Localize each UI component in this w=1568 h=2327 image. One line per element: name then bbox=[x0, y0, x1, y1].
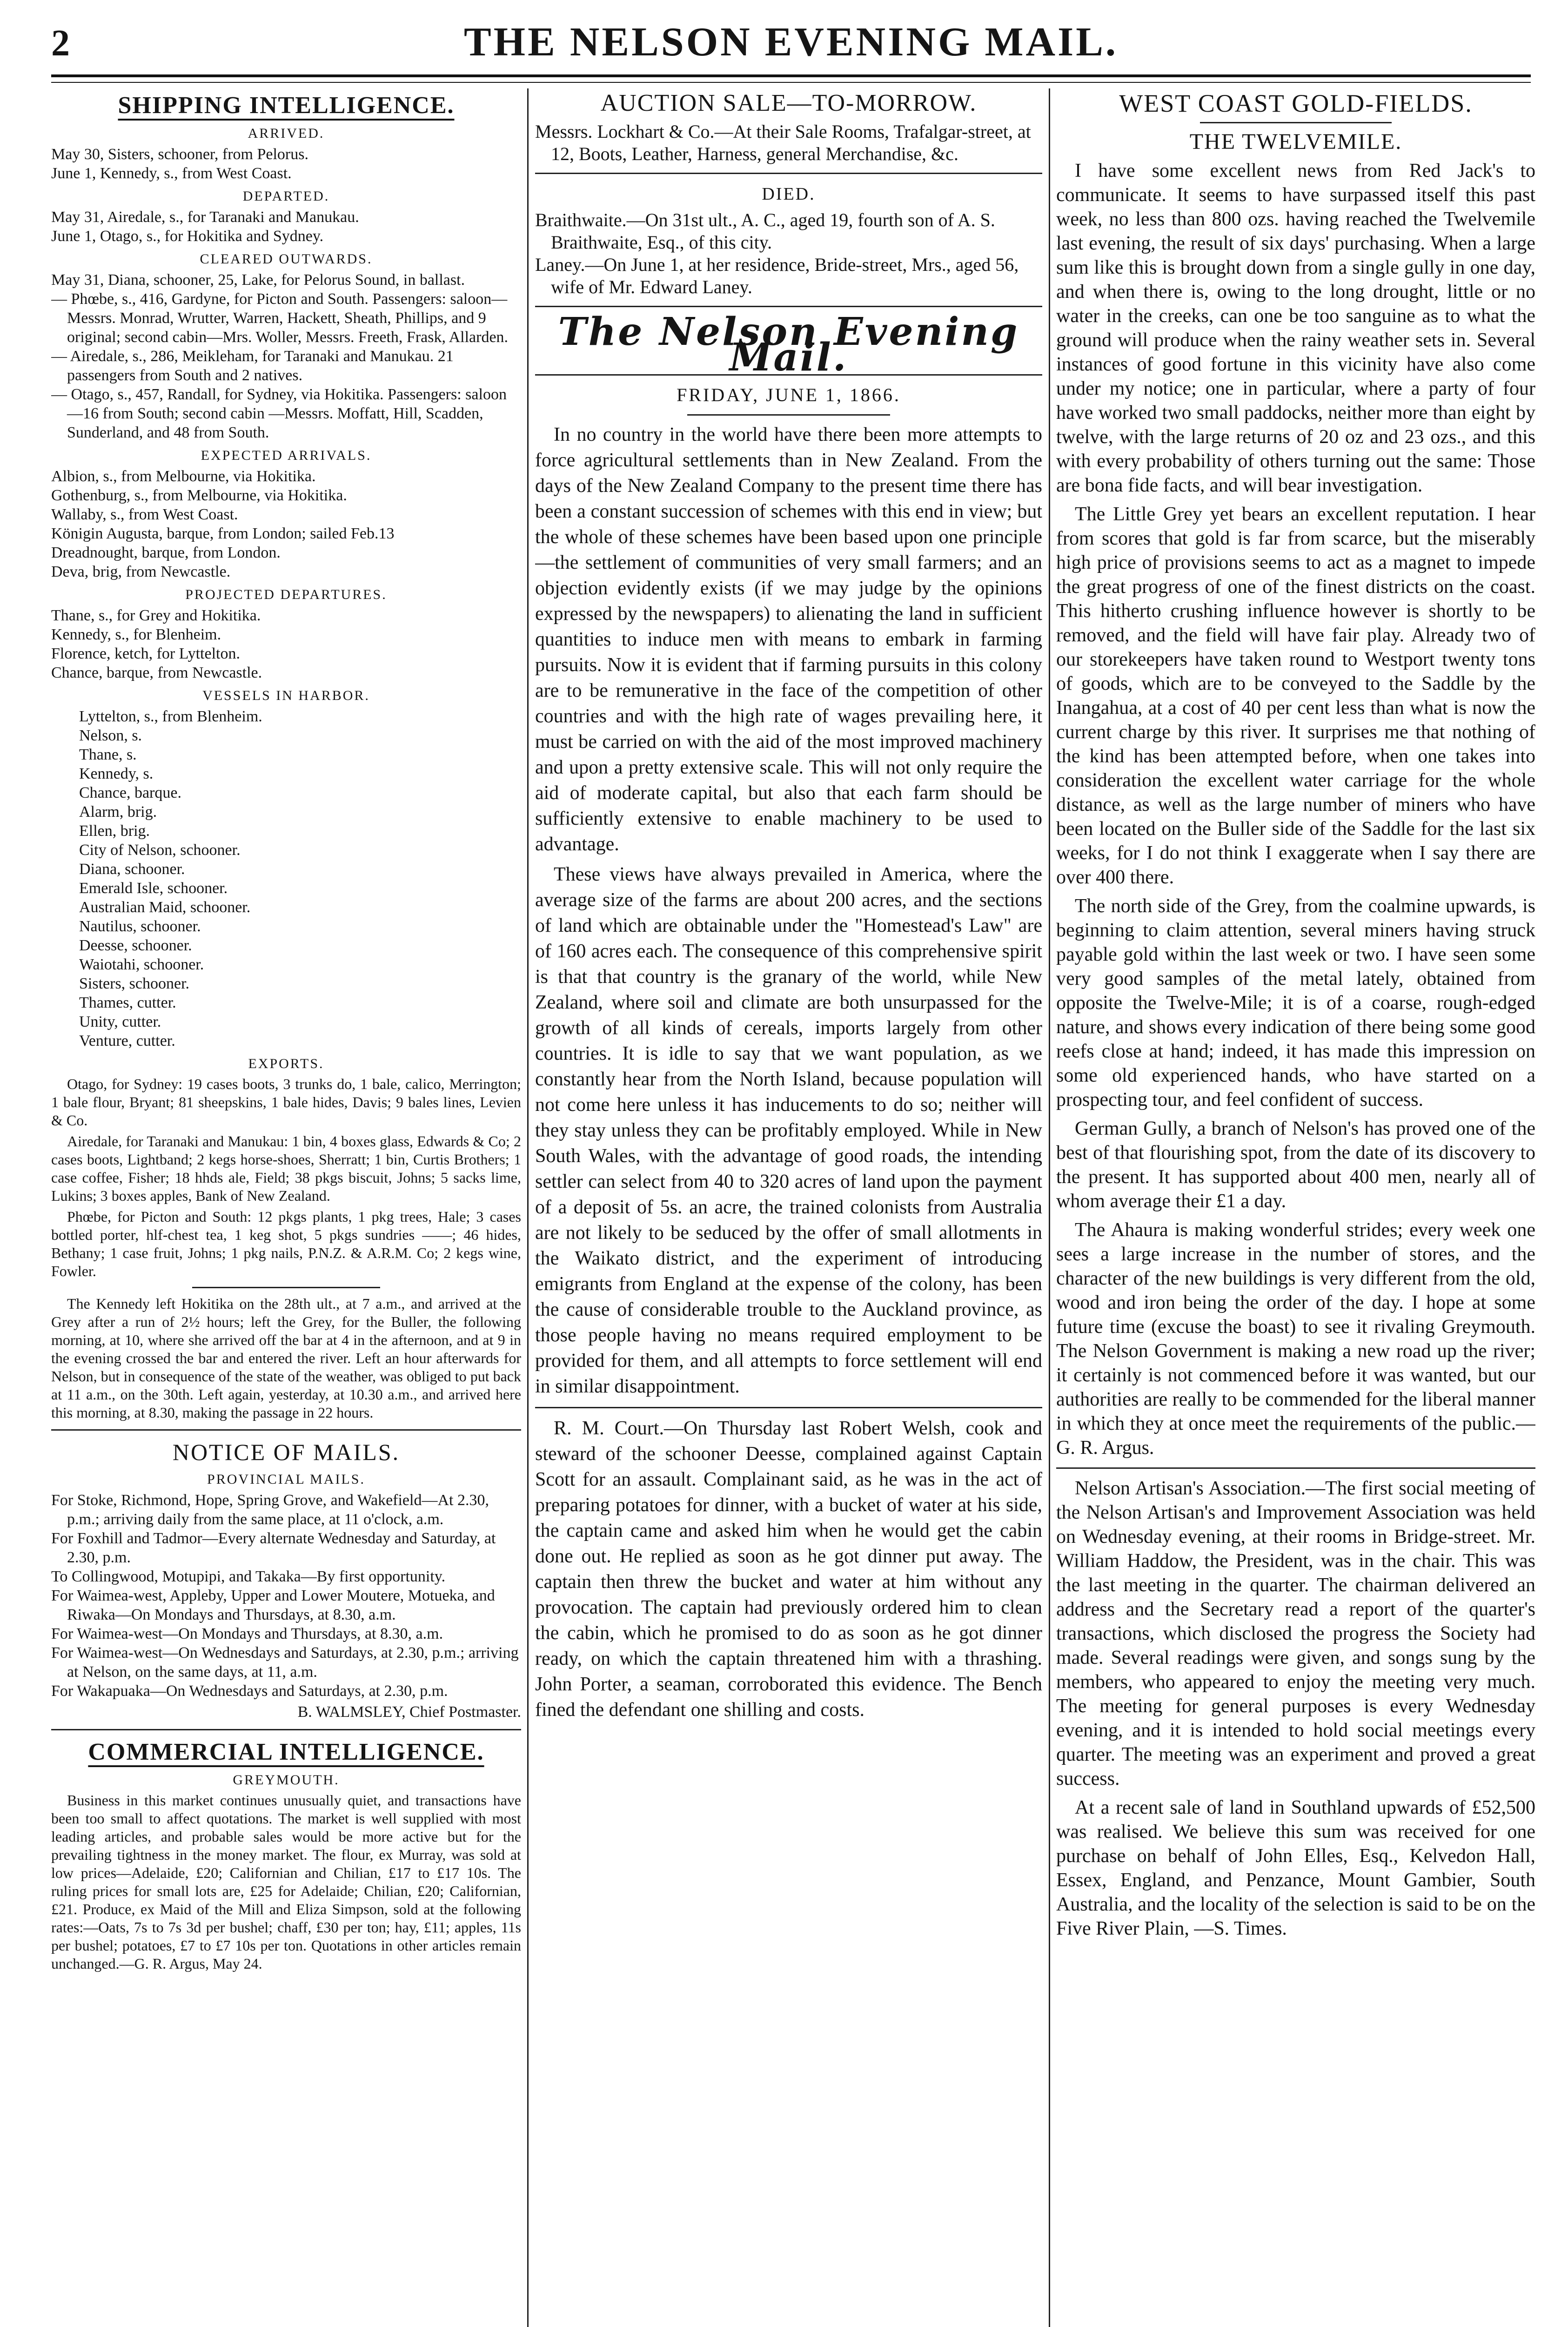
postmaster-signature: B. WALMSLEY, Chief Postmaster. bbox=[297, 1703, 521, 1721]
death-notice: Braithwaite.—On 31st ult., A. C., aged 19, fourth son of A. S. Braithwaite, Esq., of this city. bbox=[535, 209, 995, 253]
exports-item: Airedale, for Taranaki and Manukau: 1 bin, 4 boxes glass, Edwards & Co; 2 cases boots, Lightband; 2 kegs horse-shoes, Sherratt; 1 bin, Curtis Brothers; 1 case coffee, Fisher; 18 hhds ale, Field; 38 pkgs biscuit, Johns; 5 sacks lime, Lukins; 3 boxes apples, Bank of New Zealand. bbox=[51, 1133, 521, 1204]
divider bbox=[51, 1729, 521, 1730]
artisans-report: Nelson Artisan's Association.—The first social meeting of the Nelson Artisan's and Improvement Association was held on Wednesday evening, at their rooms in Bridge-street. Mr. William Haddow, the President, was in the chair. This was the last meeting in the quarter. The chairman delivered an address and the Secretary read a report of the quarter's transactions, which disclosed the progress the Society had made. Several readings were given, and songs sung by the members, who appeared to enjoy the meeting very much. The meeting for general purposes is every Wednesday evening, and it is intended to hold social meetings every quarter. The meeting was an experiment and proved a great success. bbox=[1056, 1478, 1535, 1789]
commercial-text: Business in this market continues unusually quiet, and transactions have been too small to affect quotations. The market is well supplied with most leading articles, and probable sales would be more active but for the prevailing tightness in the money market. The flour, ex Murray, was sold at low prices—Adelaide, £20; Californian and Chilian, £17 to £17 10s. The ruling prices for small lots are, £25 for Adelaide; Chilian, £20; Californian, £21. Produce, ex Maid of the Mill and Eliza Simpson, sold at the following rates:—Oats, 7s to 7s 3d per bushel; chaff, £30 per ton; hay, £11; apples, 11s per bushel; potatoes, £7 to £7 10s per ton. Quotations in other articles remain unchanged.—G. R. Argus, May 24. bbox=[51, 1792, 521, 1972]
cleared-item: — Airedale, s., 286, Meikleham, for Taranaki and Manukau. 21 passengers from South and 2 natives. bbox=[51, 348, 454, 384]
harbor-item: Nelson, s. bbox=[79, 727, 142, 744]
expected-item: Dreadnought, barque, from London. bbox=[51, 544, 281, 561]
projected-item: Thane, s., for Grey and Hokitika. bbox=[51, 607, 261, 624]
goldfields-subheading: THE TWELVEMILE. bbox=[1189, 129, 1402, 154]
harbor-item: Thane, s. bbox=[79, 746, 137, 763]
masthead-rule bbox=[51, 74, 1531, 83]
divider bbox=[687, 414, 890, 416]
harbor-item: Sisters, schooner. bbox=[79, 975, 190, 992]
harbor-item: Venture, cutter. bbox=[79, 1032, 175, 1049]
goldfields-paragraph: The north side of the Grey, from the coalmine upwards, is beginning to claim attention, several miners having struck payable gold within the last week or two. I have seen some very good samples of the metal lately, obtained from opposite the Twelve-Mile; it is of a coarse, rough-edged nature, and shows every indication of there being some good reefs close at hand; indeed, it has made this impression on some old experienced hands, who have started on a prospecting tour, and feel confident of success. bbox=[1056, 895, 1535, 1110]
projected-item: Kennedy, s., for Blenheim. bbox=[51, 626, 221, 643]
harbor-item: Unity, cutter. bbox=[79, 1013, 161, 1030]
expected-item: Gothenburg, s., from Melbourne, via Hokitika. bbox=[51, 487, 347, 504]
column-2 bbox=[535, 88, 1042, 2327]
mail-entry: For Foxhill and Tadmor—Every alternate Wednesday and Saturday, at 2.30, p.m. bbox=[51, 1530, 496, 1566]
editorial-masthead: The Nelson Evening Mail. bbox=[558, 309, 1019, 380]
expected-item: Wallaby, s., from West Coast. bbox=[51, 506, 238, 523]
court-report: R. M. Court.—On Thursday last Robert Welsh, cook and steward of the schooner Deesse, complained against Captain Scott for an assault. Complainant said, as he was in the act of preparing potatoes for dinner, with a bucket of water at his side, the captain came and asked him when he would get the cabin done out. He replied as soon as he got dinner put away. The captain then threw the bucket and water at him without any provocation. The captain had previously ordered him to clean the cabin, which he promised to do as soon as he got dinner ready, on which the captain threatened him with a thrashing. John Porter, a seaman, corroborated this evidence. The Bench fined the defendant one shilling and costs. bbox=[535, 1418, 1042, 1721]
divider bbox=[535, 173, 1042, 174]
exports-item: Otago, for Sydney: 19 cases boots, 3 trunks do, 1 bale, calico, Merrington; 1 bale flour, Bryant; 81 sheepskins, 1 bale hides, Davis; 9 bales lines, Levien & Co. bbox=[51, 1076, 521, 1129]
harbor-item: Alarm, brig. bbox=[79, 803, 157, 821]
cleared-item: May 31, Diana, schooner, 25, Lake, for Pelorus Sound, in ballast. bbox=[51, 271, 465, 289]
goldfields-title: WEST COAST GOLD-FIELDS. bbox=[1119, 89, 1473, 117]
expected-item: Deva, brig, from Newcastle. bbox=[51, 563, 231, 580]
page-number: 2 bbox=[51, 23, 70, 64]
arrived-item: June 1, Kennedy, s., from West Coast. bbox=[51, 165, 292, 182]
harbor-item: Waiotahi, schooner. bbox=[79, 956, 204, 973]
harbor-item: Ellen, brig. bbox=[79, 822, 150, 840]
divider bbox=[1200, 122, 1392, 123]
arrived-item: May 30, Sisters, schooner, from Pelorus. bbox=[51, 146, 308, 163]
kennedy-note: The Kennedy left Hokitika on the 28th ult., at 7 a.m., and arrived at the Grey after a run of 2½ hours; left the Grey, for the Buller, the following morning, at 10, where she arrived off the bar at 4 in the afternoon, and at 9 in the evening crossed the bar and entered the river. Left an hour afterwards for Nelson, but in consequence of the state of the weather, was obliged to put back at 11 a.m., on the 30th. Left again, yesterday, at 10.30 a.m., and arrived here this morning, at 8.30, making the passage in 22 hours. bbox=[51, 1295, 521, 1421]
harbor-item: Australian Maid, schooner. bbox=[79, 899, 251, 916]
commercial-subheading: GREYMOUTH. bbox=[233, 1772, 340, 1788]
column-3 bbox=[1056, 88, 1535, 2327]
auction-title: AUCTION SALE—TO-MORROW. bbox=[600, 90, 977, 116]
death-notice: Laney.—On June 1, at her residence, Bride-street, Mrs., aged 56, wife of Mr. Edward Laney. bbox=[535, 254, 1019, 297]
harbor-item: Emerald Isle, schooner. bbox=[79, 880, 228, 897]
mails-title: NOTICE OF MAILS. bbox=[172, 1439, 400, 1465]
harbor-item: Nautilus, schooner. bbox=[79, 918, 201, 935]
cleared-item: — Phœbe, s., 416, Gardyne, for Picton and South. Passengers: saloon—Messrs. Monrad, Wrutter, Warren, Hackett, Sheath, Phillips, and 9 original; second cabin—Mrs. Woller, Messrs. Freeth, Frask, Allarden. bbox=[51, 290, 509, 346]
harbor-item: City of Nelson, schooner. bbox=[79, 841, 241, 859]
mail-entry: For Waimea-west—On Wednesdays and Saturdays, at 2.30, p.m.; arriving at Nelson, on the same days, at 11, a.m. bbox=[51, 1644, 519, 1681]
mail-entry: To Collingwood, Motupipi, and Takaka—By first opportunity. bbox=[51, 1568, 446, 1585]
arrived-heading: ARRIVED. bbox=[248, 126, 325, 141]
exports-heading: EXPORTS. bbox=[248, 1056, 324, 1071]
mail-entry: For Waimea-west—On Mondays and Thursdays, at 8.30, a.m. bbox=[51, 1625, 443, 1642]
mail-entry: For Stoke, Richmond, Hope, Spring Grove, and Wakefield—At 2.30, p.m.; arriving daily from the same place, at 11 o'clock, a.m. bbox=[51, 1492, 489, 1528]
goldfields-paragraph: German Gully, a branch of Nelson's has proved one of the best of that flourishing spot, from the date of its discovery to the present. It has supported about 400 men, nearly all of whom average their £1 a day. bbox=[1056, 1118, 1535, 1212]
newspaper-title: THE NELSON EVENING MAIL. bbox=[463, 20, 1118, 65]
expected-item: Königin Augusta, barque, from London; sailed Feb.13 bbox=[51, 525, 395, 542]
expected-item: Albion, s., from Melbourne, via Hokitika. bbox=[51, 468, 316, 485]
harbor-heading: VESSELS IN HARBOR. bbox=[202, 688, 370, 703]
projected-item: Chance, barque, from Newcastle. bbox=[51, 664, 262, 681]
died-heading: DIED. bbox=[762, 184, 816, 204]
shipping-title: SHIPPING INTELLIGENCE. bbox=[118, 92, 455, 119]
goldfields-paragraph: I have some excellent news from Red Jack's to communicate. It seems to have surpassed itself this past week, no less than 800 ozs. having reached the Twelvemile last evening, the result of six days' purchasing. When a large sum like this is brought down from a single gully in one day, and when there is, owing to the long drought, little or no water in the creeks, can one be too sanguine as to what the ground will produce when the rainy weather sets in. Several instances of good fortune in this vicinity have also come under my notice; one in particular, where a party of four have worked two small paddocks, neither more than eight by twelve, with the large returns of 20 oz and 23 ozs., and this with every probability of others turning out the same: Those are bona fide facts, and will bear investigation. bbox=[1056, 160, 1535, 496]
goldfields-paragraph: The Little Grey yet bears an excellent reputation. I hear from scores that gold is far from scarce, but the miserably high price of provisions seems to act as a magnet to impede the great progress of one of the finest districts on the coast. This hitherto crushing influence however is shortly to be removed, and the field will have fair play. Already two of our storekeepers have taken round to Westport twenty tons of goods, which are to be conveyed to the Saddle by the Inangahua, at a cost of 40 per cent less than what is now the current charge by this river. It surprises me that nothing of the kind has been attempted before, when one takes into consideration the excellent water carriage for the whole distance, as well as the large number of miners who have been located on the Buller side of the Saddle for the last six weeks, for I do not think I exaggerate when I say there are over 400 there. bbox=[1056, 504, 1535, 888]
auction-text: Messrs. Lockhart & Co.—At their Sale Rooms, Trafalgar-street, at 12, Boots, Leather, Harness, general Merchandise, &c. bbox=[535, 121, 1031, 164]
harbor-item: Lyttelton, s., from Blenheim. bbox=[79, 708, 262, 725]
projected-item: Florence, ketch, for Lyttelton. bbox=[51, 645, 240, 662]
divider bbox=[51, 1429, 521, 1431]
editorial-paragraph: In no country in the world have there been more attempts to force agricultural settlements than in New Zealand. From the days of the New Zealand Company to the present time there has been a constant succession of schemes with this end in view; but the whole of these schemes have been based upon one principle—the settlement of communities of very small farmers; and an objection evidently exists (if we may judge by the opinions expressed by the newspapers) to alienating the land in sufficient quantities to induce men with means to embark in farming pursuits. Now it is evident that if farming pursuits in this colony are to be remunerative in the face of the competition of other countries and with the high rate of wages prevailing here, it must be carried on with the aid of the most improved machinery and upon a pretty extensive scale. This will not only require the aid of moderate capital, but also that each farm should be sufficiently extensive to enable machinery to be used to advantage. bbox=[535, 424, 1042, 855]
divider bbox=[535, 306, 1042, 307]
divider bbox=[535, 1407, 1042, 1408]
departed-heading: DEPARTED. bbox=[242, 188, 330, 204]
cleared-item: — Otago, s., 457, Randall, for Sydney, via Hokitika. Passengers: saloon—16 from South; second cabin —Messrs. Moffatt, Hill, Scadden, Sunderland, and 48 from South. bbox=[51, 386, 507, 441]
masthead bbox=[51, 19, 1531, 74]
harbor-item: Kennedy, s. bbox=[79, 765, 154, 782]
editorial-dateline: FRIDAY, JUNE 1, 1866. bbox=[677, 384, 901, 405]
divider bbox=[1056, 1467, 1535, 1469]
exports-item: Phœbe, for Picton and South: 12 pkgs plants, 1 pkg trees, Hale; 3 cases bottled porter, hlf-chest tea, 1 keg shot, 5 pkgs sundries ——; 46 hides, Bethany; 1 case fruit, Johns; 1 pkg nails, P.N.Z. & A.R.M. Co; 2 kegs wine, Fowler. bbox=[51, 1208, 521, 1279]
departed-item: June 1, Otago, s., for Hokitika and Sydney. bbox=[51, 228, 324, 245]
goldfields-paragraph: The Ahaura is making wonderful strides; every week one sees a large increase in the number of stores, and the character of the new buildings is very different from the old, wood and iron being the order of the day. I hope at some future time (excuse the boast) to see it rivaling Greymouth. The Nelson Government is making a new road up the river; it certainly is not commenced before it was wanted, but our authorities are really to be commended for the liberal manner in which they at once meet the requirements of the public.—G. R. Argus. bbox=[1056, 1219, 1535, 1459]
mail-entry: For Waimea-west, Appleby, Upper and Lower Moutere, Motueka, and Riwaka—On Mondays and Thursdays, at 8.30, a.m. bbox=[51, 1587, 495, 1623]
commercial-title: COMMERCIAL INTELLIGENCE. bbox=[88, 1739, 484, 1765]
mail-entry: For Wakapuaka—On Wednesdays and Saturdays, at 2.30, p.m. bbox=[51, 1682, 448, 1700]
mails-subheading: PROVINCIAL MAILS. bbox=[207, 1472, 365, 1487]
cleared-heading: CLEARED OUTWARDS. bbox=[200, 251, 373, 267]
column-divider bbox=[1049, 88, 1050, 2327]
harbor-item: Chance, barque. bbox=[79, 784, 181, 801]
departed-item: May 31, Airedale, s., for Taranaki and Manukau. bbox=[51, 208, 359, 226]
harbor-item: Diana, schooner. bbox=[79, 861, 185, 878]
southland-report: At a recent sale of land in Southland upwards of £52,500 was realised. We believe this sum was received for one purchase on behalf of John Elles, Esq., Kelvedon Hall, Essex, England, and Penzance, Mount Gambier, South Australia, and the locality of the selection is said to be on the Five River Plain, —S. Times. bbox=[1056, 1797, 1535, 1939]
harbor-item: Deesse, schooner. bbox=[79, 937, 192, 954]
projected-heading: PROJECTED DEPARTURES. bbox=[185, 587, 387, 602]
divider bbox=[192, 1287, 380, 1288]
editorial-paragraph: These views have always prevailed in America, where the average size of the farms are about 200 acres, and the sections of land which are obtainable under the "Homestead's Law" are of 160 acres each. The consequence of this comprehensive spirit is that that country is the granary of the world, while New Zealand, where soil and climate are both unsurpassed for the growth of all kinds of cereals, imports largely from other countries. It is idle to say that we want population, as we constantly hear from the North Island, because population will not come here unless it has inducements to do so; neither will they stay unless they can be profitably employed. While in New South Wales, with the advantage of good roads, the intending settler can select from 40 to 320 acres of land upon the payment of a deposit of 5s. an acre, the trained colonists from Australia are not likely to be seduced by the offer of small allotments in the Waikato district, and the experiment of introducing emigrants from England at the expense of the colony, has been the cause of considerable trouble to the Auckland province, as those people having no means required employment to be provided for them, and all attempts to force settlement will end in similar disappointment. bbox=[535, 864, 1042, 1397]
harbor-item: Thames, cutter. bbox=[79, 994, 176, 1011]
column-divider bbox=[527, 88, 529, 2327]
expected-heading: EXPECTED ARRIVALS. bbox=[201, 448, 372, 463]
column-1 bbox=[51, 88, 521, 2327]
